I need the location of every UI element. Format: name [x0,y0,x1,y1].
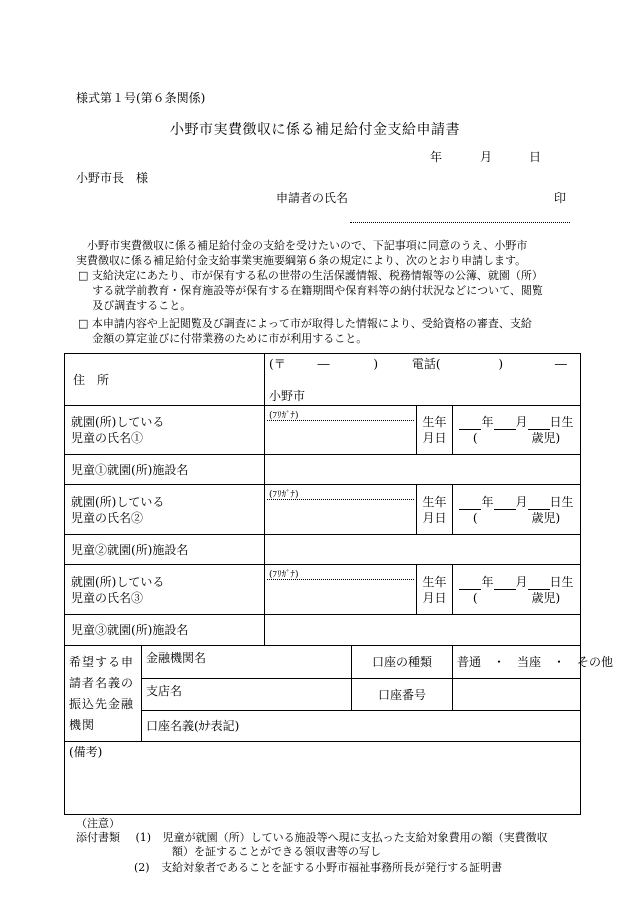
child-1-birth-label [417,406,453,455]
blank [528,497,550,510]
child-2-name-label [65,485,265,535]
notes-section [76,817,548,875]
child-1-facility-row [65,455,581,485]
phone-label: 電話( [411,357,441,371]
child-2-birth-label [417,485,453,535]
blank [494,497,516,510]
birth-month-unit: 月 [515,494,528,509]
child-3-birth-field[interactable] [453,565,581,615]
consent-item-2[interactable] [78,316,588,346]
child-2-birth-field[interactable] [453,485,581,535]
account-type-options[interactable]: 普通 ・ 当座 ・ その他 [453,646,581,679]
label-text: 月日 [422,510,447,525]
blank [494,577,516,590]
bank-institution-field[interactable] [142,646,352,679]
intro-paragraph [76,238,586,268]
birth-year-unit: 年 [481,415,494,429]
consent-text: □ 本申請内容や上記閲覧及び調査によって市が取得した情報により、受給資格の審査、支給 [78,317,532,330]
account-number-label: 口座番号 [352,679,453,711]
notes-heading: （注意） [76,817,120,830]
child-2-name-row [65,485,581,535]
label-text: 振込先金融 [69,696,135,711]
notes-item-2 [76,861,548,875]
bank-row-1 [65,646,581,679]
label-text: 就園(所)している [71,494,165,509]
age-open: ( [472,510,478,525]
age-unit: 歳児) [531,590,561,605]
child-2-facility-row [65,535,581,565]
bank-section-label [65,646,142,742]
furigana-label: (ﾌﾘｶﾞﾅ) [269,411,299,421]
notes-item-1-cont: 額）を証することができる領収書等の写し [172,845,381,858]
child-3-birth-label [417,565,453,615]
label-text: 児童の氏名③ [71,590,144,605]
label-text: 生年 [422,574,447,589]
label-text: 月日 [422,431,447,445]
child-1-name-row [65,406,581,455]
date-month: 月 [480,150,493,164]
notes-item-1 [76,831,548,845]
intro-line: 実費徴収に係る補足給付金支給事業実施要綱第６条の規定により、次のとおり申請します。 [76,254,527,267]
note-text: 支給対象者であることを証する小野市福祉事務所長が発行する証明書 [161,861,503,874]
blank [459,417,481,430]
applicant-signature-line[interactable] [350,222,570,223]
blank [459,497,481,510]
addressee: 小野市長 様 [76,171,149,185]
attachments-label: 添付書類 [76,831,120,844]
bank-row-2 [65,679,581,711]
birth-day-unit: 日生 [549,574,574,589]
consent-text: □ 支給決定にあたり、市が保有する私の世帯の生活保護情報、税務情報等の公簿、就園（所） [78,269,543,282]
bank-row-3 [65,711,581,742]
address-city: 小野市 [269,389,306,403]
postal-close: ) [373,357,379,371]
label-text: 就園(所)している [71,574,165,589]
consent-text: する就学前教育・保育施設等が保有する在籍期間や保育料等の納付状況などについて、閲覧 [92,284,543,297]
label-text: 希望する申 [69,654,135,669]
label-text: 機関 [69,717,96,732]
child-3-name-field[interactable] [265,565,417,615]
seal-mark: 印 [554,191,567,205]
birth-year-unit: 年 [481,574,494,589]
consent-text: 及び調査すること。 [92,299,192,312]
blank [528,577,550,590]
date-day: 日 [529,150,542,164]
child-1-facility-label: 児童①就園(所)施設名 [65,455,265,485]
child-1-facility-field[interactable] [265,455,581,485]
account-holder-label: 口座名義(ｶﾅ表記) [146,719,240,733]
address-field[interactable] [265,354,581,406]
label-text: 生年 [422,415,447,429]
blank [459,577,481,590]
note-text: 児童が就園（所）している施設等へ現に支払った支給対象費用の額（実費徴収 [162,831,548,844]
child-3-name-row [65,565,581,615]
birth-day-unit: 日生 [549,494,574,509]
intro-line: 小野市実費徴収に係る補足給付金の支給を受けたいので、下記事項に同意のうえ、小野市 [87,239,528,252]
label-text: 児童の氏名② [71,510,144,525]
furigana-divider [267,499,414,500]
branch-label: 支店名 [146,684,183,698]
postal-prefix: (〒 [269,357,286,371]
birth-year-unit: 年 [481,494,494,509]
phone-dash: ― [554,357,567,371]
address-row [65,354,581,406]
address-label: 住 所 [65,354,265,406]
applicant-label: 申請者の氏名 [276,191,349,205]
birth-day-unit: 日生 [549,415,574,429]
page-title: 小野市実費徴収に係る補足給付金支給申請書 [170,122,460,138]
label-text: 児童の氏名① [71,431,144,445]
furigana-divider [267,579,414,580]
blank [528,417,550,430]
consent-items [78,268,588,346]
age-unit: 歳児) [531,431,561,445]
consent-item-1[interactable] [78,268,588,313]
account-type-label: 口座の種類 [352,646,453,679]
account-holder-field[interactable] [142,711,581,742]
child-2-facility-field[interactable] [265,535,581,565]
child-2-name-field[interactable] [265,485,417,535]
bank-institution-label: 金融機関名 [146,651,207,665]
furigana-divider [267,420,414,421]
phone-close: ) [498,357,504,371]
child-1-name-label [65,406,265,455]
note-number: (2) [134,861,150,874]
child-3-facility-field[interactable] [265,615,581,646]
remarks-row [65,742,581,815]
remarks-label: (備考) [69,745,103,759]
note-number: (1) [135,831,152,844]
label-text: 月日 [422,590,447,605]
branch-field[interactable] [142,679,352,711]
furigana-label: (ﾌﾘｶﾞﾅ) [269,490,299,500]
child-1-name-field[interactable] [265,406,417,455]
furigana-label: (ﾌﾘｶﾞﾅ) [269,570,299,580]
date-year: 年 [430,150,443,164]
child-3-name-label [65,565,265,615]
label-text: 請者名義の [69,675,135,690]
birth-month-unit: 月 [515,415,528,429]
account-number-field[interactable] [453,679,581,711]
remarks-field[interactable] [65,742,581,815]
label-text: 生年 [422,494,447,509]
age-open: ( [472,431,478,445]
birth-month-unit: 月 [515,574,528,589]
child-2-facility-label: 児童②就園(所)施設名 [65,535,265,565]
label-text: 就園(所)している [71,415,165,429]
child-3-facility-label: 児童③就園(所)施設名 [65,615,265,646]
child-3-facility-row [65,615,581,646]
age-unit: 歳児) [531,510,561,525]
child-1-birth-field[interactable] [453,406,581,455]
age-open: ( [472,590,478,605]
application-table [64,353,614,815]
consent-text: 金額の算定並びに付帯業務のために市が利用すること。 [92,332,368,345]
blank [494,417,516,430]
postal-dash: ― [317,357,330,371]
form-number: 様式第１号(第６条関係) [76,91,206,105]
